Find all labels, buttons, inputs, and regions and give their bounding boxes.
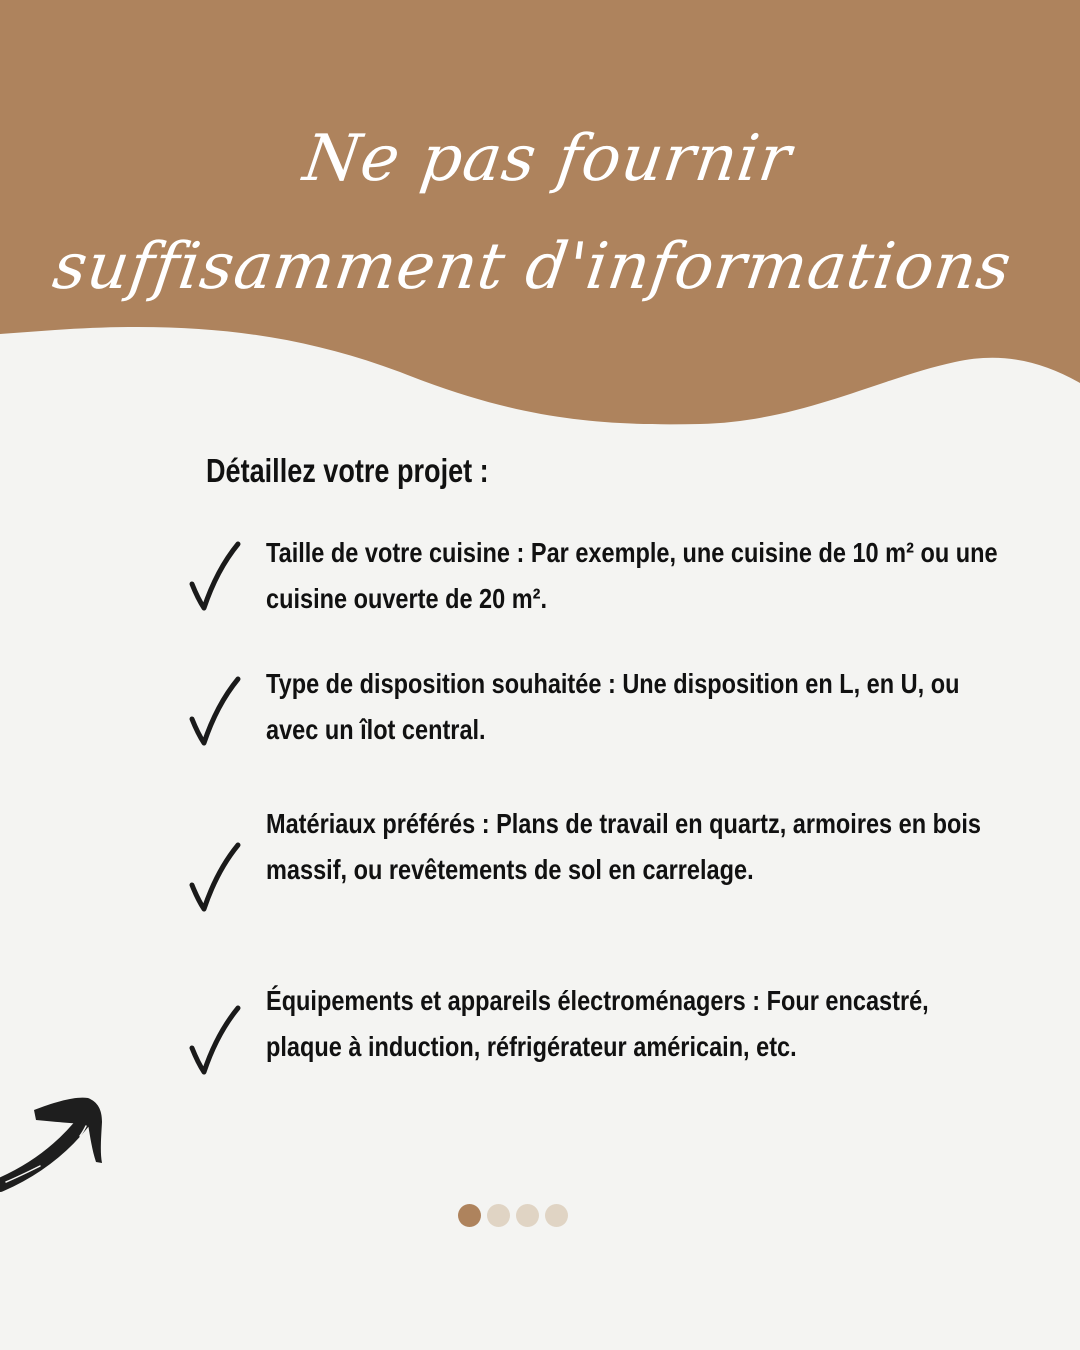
list-item-text: Taille de votre cuisine : Par exemple, une cuisine de 10 m² ou une cuisine ouverte de 20 m². [266, 537, 998, 614]
title-line-2: suffisamment d'informations [48, 229, 1017, 304]
list-item-text: Type de disposition souhaitée : Une disposition en L, en U, ou avec un îlot central. [266, 668, 960, 745]
hand-drawn-arrow-icon [0, 1080, 110, 1195]
pagination-dots [458, 1204, 568, 1227]
pagination-dot-2[interactable] [487, 1204, 510, 1227]
pagination-dot-1[interactable] [458, 1204, 481, 1227]
pagination-dot-4[interactable] [545, 1204, 568, 1227]
pagination-dot-3[interactable] [516, 1204, 539, 1227]
checkmark-icon [186, 536, 246, 616]
list-item-text: Matériaux préférés : Plans de travail en quartz, armoires en bois massif, ou revêtements de sol en carrelage. [266, 808, 982, 885]
section-subtitle: Détaillez votre projet : [206, 452, 489, 489]
page-title [0, 105, 1080, 321]
list-item-text: Équipements et appareils électroménagers : Four encastré, plaque à induction, réfrigérateur américain, etc. [266, 985, 929, 1062]
checkmark-icon [186, 1000, 246, 1080]
title-line-1: Ne pas fournir [298, 121, 797, 196]
checkmark-icon [186, 837, 246, 917]
checkmark-icon [186, 671, 246, 751]
